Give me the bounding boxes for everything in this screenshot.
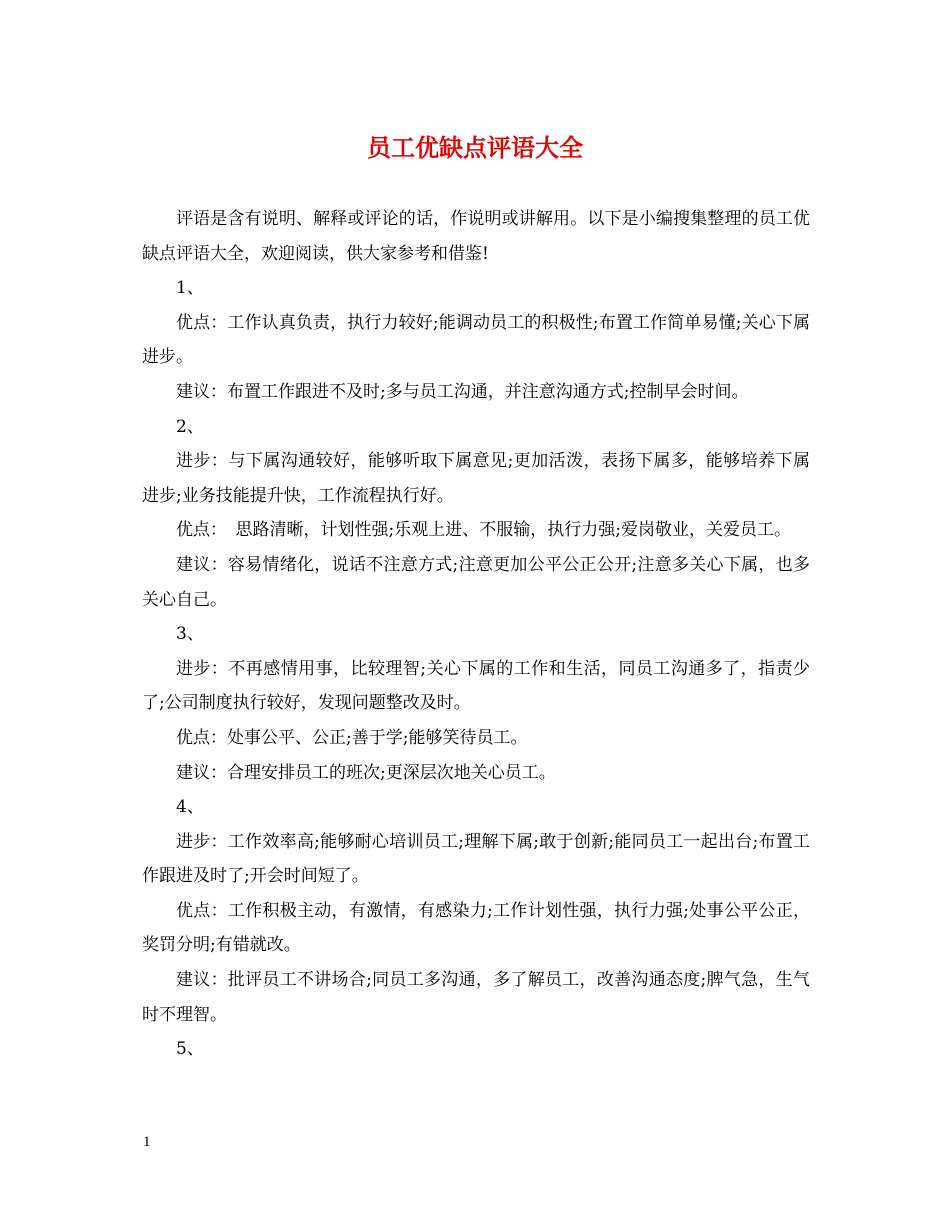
paragraph: 建议：批评员工不讲场合;同员工多沟通，多了解员工，改善沟通态度;脾气急，生气时不理智。	[142, 970, 810, 1025]
document-body	[142, 202, 810, 1067]
page-number: 1	[143, 1134, 151, 1150]
section-number-1: 1、	[176, 278, 204, 299]
paragraph: 进步：不再感情用事，比较理智;关心下属的工作和生活，同员工沟通多了，指责少了;公司制度执行较好，发现问题整改及时。	[142, 658, 810, 714]
section-number-5: 5、	[176, 1039, 204, 1060]
paragraph: 进步：工作效率高;能够耐心培训员工;理解下属;敢于创新;能同员工一起出台;布置工作跟进及时了;开会时间短了。	[142, 831, 810, 887]
section-number-2: 2、	[176, 416, 204, 437]
paragraph: 建议：合理安排员工的班次;更深层次地关心员工。	[176, 762, 556, 783]
section-number-4: 4、	[176, 797, 204, 818]
paragraph: 优点：处事公平、公正;善于学;能够笑待员工。	[176, 727, 528, 748]
document-title: 员工优缺点评语大全	[367, 134, 583, 162]
paragraph: 优点：工作认真负责，执行力较好;能调动员工的积极性;布置工作简单易懂;关心下属进步。	[142, 312, 810, 368]
paragraph: 优点： 思路清晰，计划性强;乐观上进、不服输，执行力强;爱岗敬业，关爱员工。	[176, 520, 791, 541]
section-number-3: 3、	[176, 624, 204, 645]
paragraph: 建议：容易情绪化，说话不注意方式;注意更加公平公正公开;注意多关心下属，也多关心自己。	[142, 554, 810, 610]
paragraph-intro: 评语是含有说明、解释或评论的话，作说明或讲解用。以下是小编搜集整理的员工优缺点评语大全，欢迎阅读，供大家参考和借鉴!	[142, 209, 810, 264]
paragraph: 优点：工作积极主动，有激情，有感染力;工作计划性强，执行力强;处事公平公正，奖罚分明;有错就改。	[142, 900, 810, 956]
paragraph: 进步：与下属沟通较好，能够听取下属意见;更加活泼，表扬下属多，能够培养下属进步;业务技能提升快，工作流程执行好。	[142, 451, 810, 506]
paragraph: 建议：布置工作跟进不及时;多与员工沟通，并注意沟通方式;控制早会时间。	[176, 381, 749, 402]
